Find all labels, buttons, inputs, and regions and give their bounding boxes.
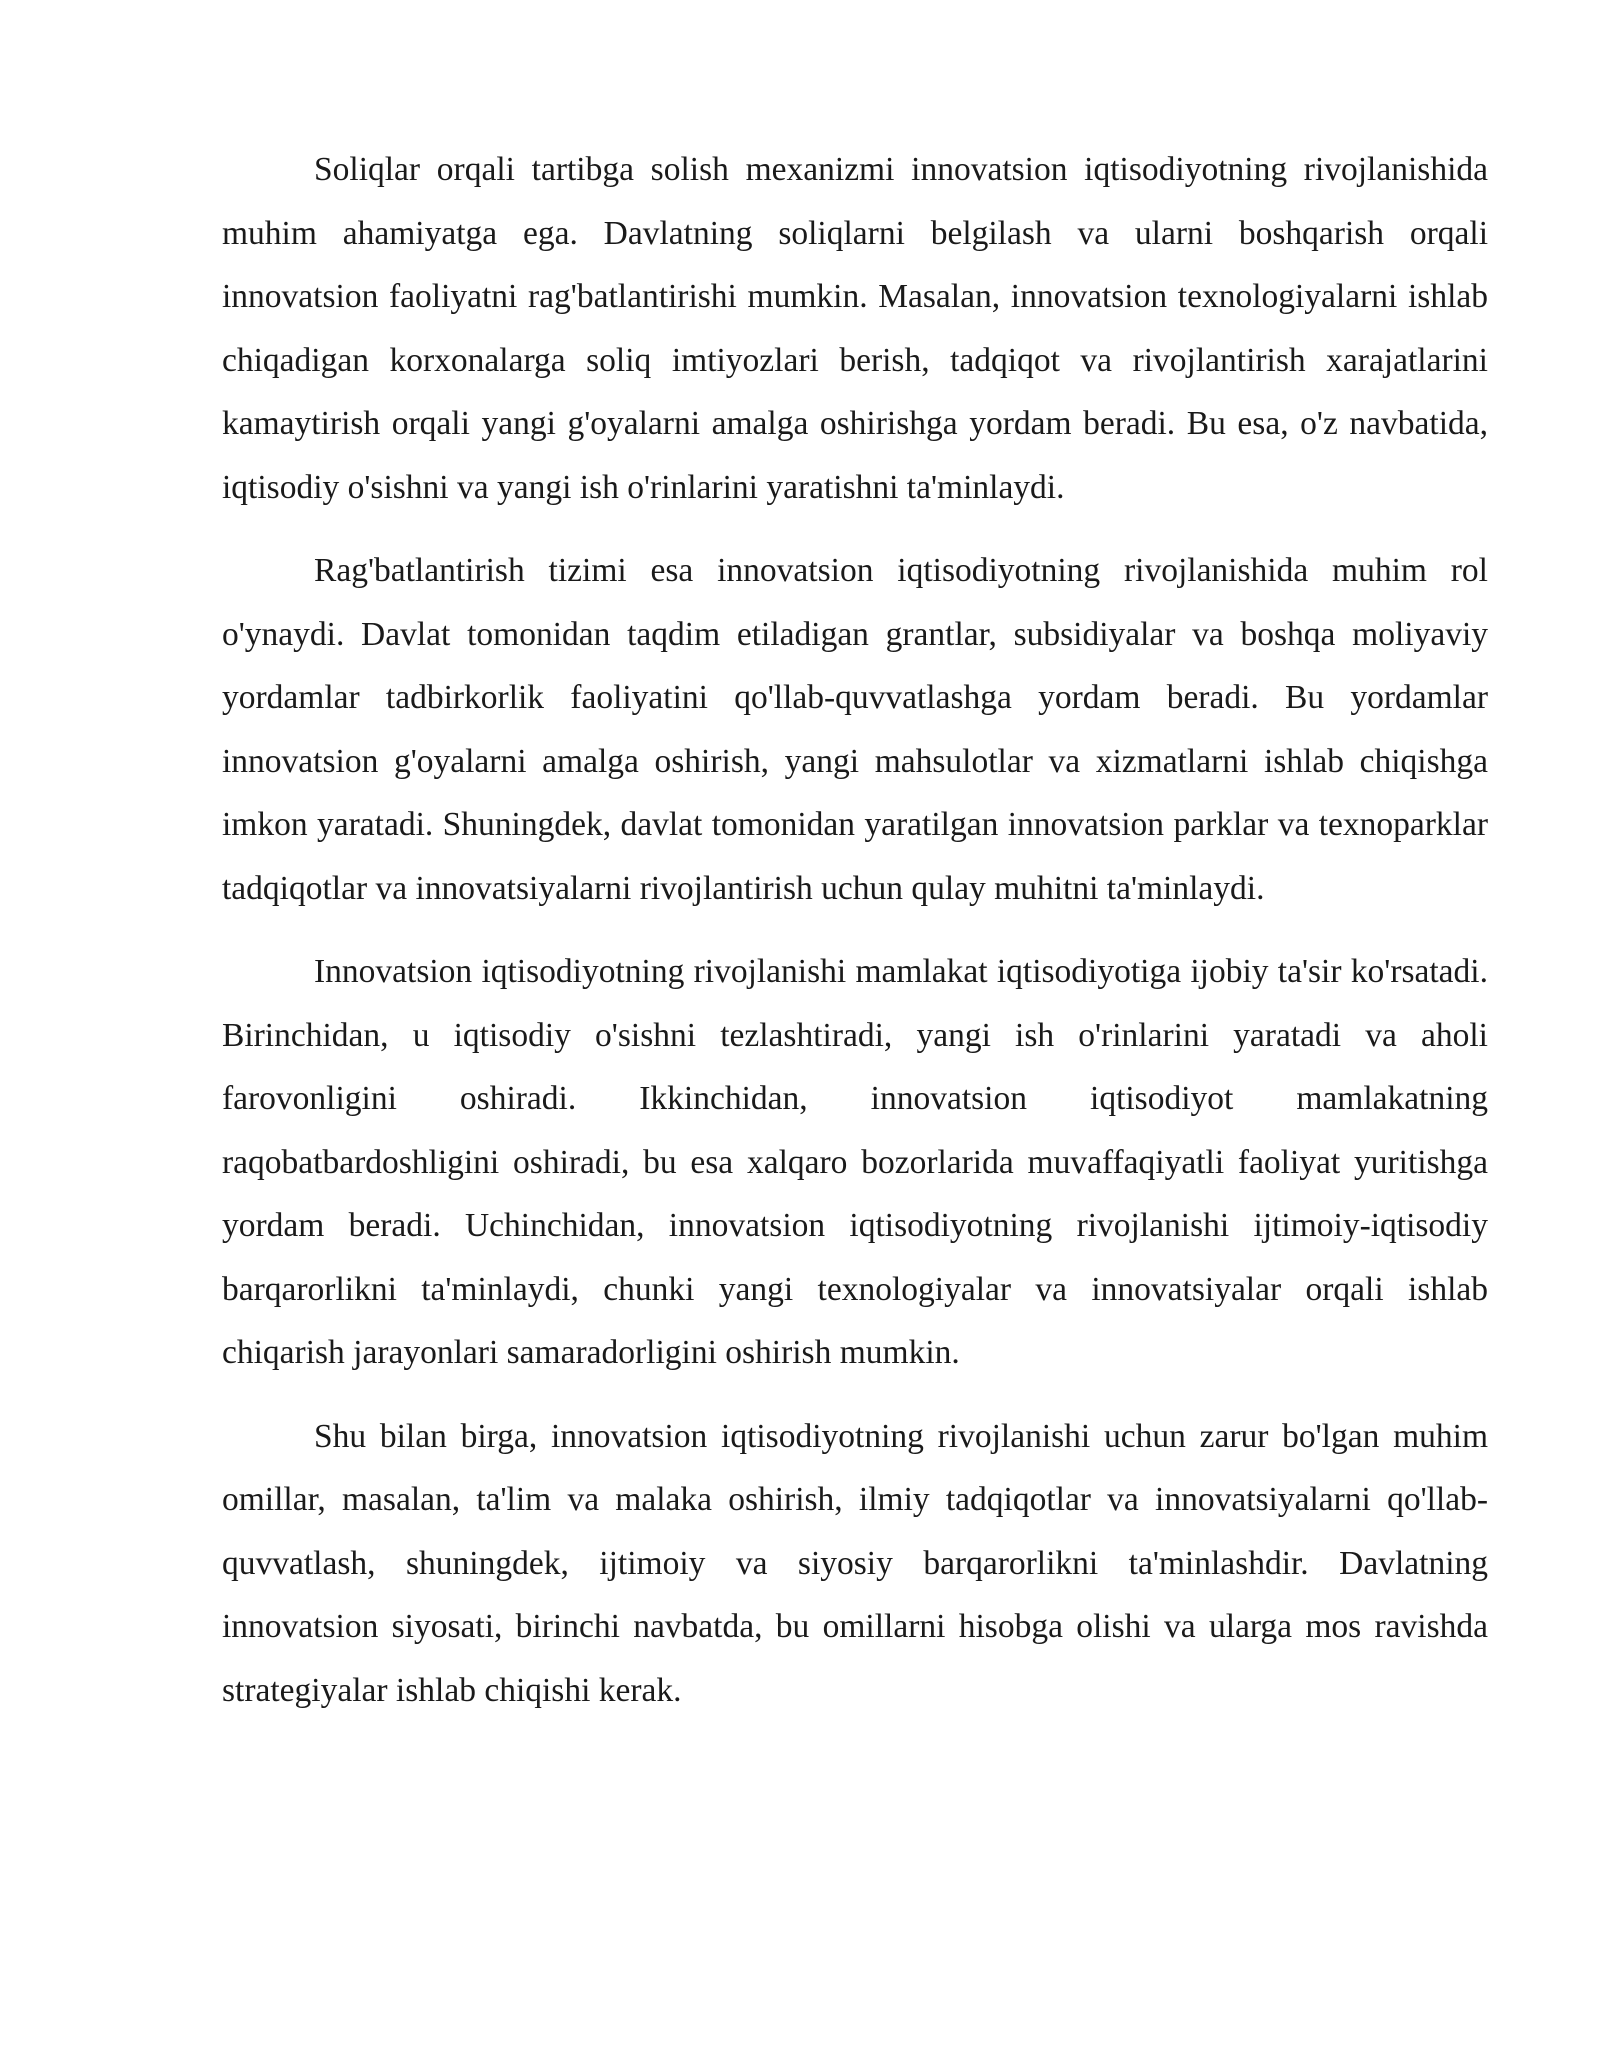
paragraph-key-factors: Shu bilan birga, innovatsion iqtisodiyotning rivojlanishi uchun zarur bo'lgan muhim omillar, masalan, ta'lim va malaka oshirish, ilmiy tadqiqotlar va innovatsiyalarni qo'llab-quvvatlash, shuningdek, ijtimoiy va siyosiy barqarorlikni ta'minlashdir. Davlatning innovatsion siyosati, birinchi navbatda, bu omillarni hisobga olishi va ularga mos ravishda strategiyalar ishlab chiqishi kerak.: [222, 1417, 1488, 1709]
paragraph-economic-impact: Innovatsion iqtisodiyotning rivojlanishi mamlakat iqtisodiyotiga ijobiy ta'sir ko'rsatadi. Birinchidan, u iqtisodiy o'sishni tezlashtiradi, yangi ish o'rinlarini yaratadi va aholi farovonligini oshiradi. Ikkinchidan, innovatsion iqtisodiyot mamlakatning raqobatbardoshligini oshiradi, bu esa xalqaro bozorlarida muvaffaqiyatli faoliyat yuritishga yordam beradi. Uchinchidan, innovatsion iqtisodiyotning rivojlanishi ijtimoiy-iqtisodiy barqarorlikni ta'minlaydi, chunki yangi texnologiyalar va innovatsiyalar orqali ishlab chiqarish jarayonlari samaradorligini oshirish mumkin.: [222, 953, 1488, 1371]
document-body: [222, 138, 1488, 1742]
paragraph-tax-regulation: Soliqlar orqali tartibga solish mexanizmi innovatsion iqtisodiyotning rivojlanishida muhim ahamiyatga ega. Davlatning soliqlarni belgilash va ularni boshqarish orqali innovatsion faoliyatni rag'batlantirishi mumkin. Masalan, innovatsion texnologiyalarni ishlab chiqadigan korxonalarga soliq imtiyozlari berish, tadqiqot va rivojlantirish xarajatlarini kamaytirish orqali yangi g'oyalarni amalga oshirishga yordam beradi. Bu esa, o'z navbatida, iqtisodiy o'sishni va yangi ish o'rinlarini yaratishni ta'minlaydi.: [222, 151, 1488, 506]
paragraph-incentive-system: Rag'batlantirish tizimi esa innovatsion iqtisodiyotning rivojlanishida muhim rol o'ynaydi. Davlat tomonidan taqdim etiladigan grantlar, subsidiyalar va boshqa moliyaviy yordamlar tadbirkorlik faoliyatini qo'llab-quvvatlashga yordam beradi. Bu yordamlar innovatsion g'oyalarni amalga oshirish, yangi mahsulotlar va xizmatlarni ishlab chiqishga imkon yaratadi. Shuningdek, davlat tomonidan yaratilgan innovatsion parklar va texnoparklar tadqiqotlar va innovatsiyalarni rivojlantirish uchun qulay muhitni ta'minlaydi.: [222, 552, 1488, 907]
